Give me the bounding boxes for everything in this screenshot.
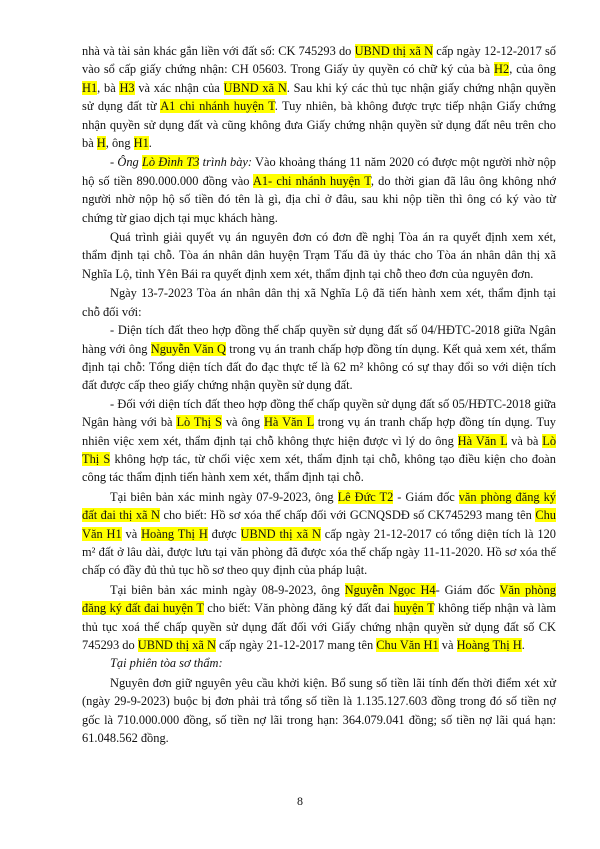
- highlighted-text: UBND thị xã N: [354, 44, 434, 58]
- document-body: [82, 42, 556, 747]
- highlighted-text: Chu Văn H1: [82, 508, 556, 541]
- text-run: được: [207, 526, 241, 541]
- text-run: cấp ngày 21-12-2017 có tổng diện tích là 120 m² đất ở lâu dài, được lưu tại văn phòng đã được xóa thế chấp ngày 11-11-2020. Hồ sơ xóa thế chấp có đầy đủ thủ tục hồ sơ theo quy định của pháp luật.: [82, 526, 556, 578]
- text-run: Nguyên đơn giữ nguyên yêu cầu khởi kiện. Bổ sung số tiền lãi tính đến thời điểm xét xử (ngày 29-9-2023) buộc bị đơn phải trả tổng số tiền là 1.135.127.603 đồng trong đó số tiền nợ gốc là 710.000.000 đồng, số tiền nợ lãi trong hạn: 364.079.041 đồng; số tiền nợ lãi quá hạn: 61.048.562 đồng.: [82, 675, 556, 746]
- highlighted-text: Hà Văn L: [263, 415, 314, 430]
- paragraph-verification-07-9: [82, 488, 556, 580]
- highlighted-text: Lò Đình T3: [141, 155, 200, 170]
- highlighted-text: Hoàng Thị H: [456, 638, 522, 652]
- text-run: - Giám đốc: [435, 582, 500, 597]
- highlighted-text: Lò Thị S: [176, 415, 222, 430]
- text-run: . Sau khi ký các thủ tục nhận giấy chứng nhận quyền sử dụng đất từ: [82, 80, 556, 114]
- text-run: .: [148, 136, 152, 151]
- text-run: - Giám đốc: [393, 489, 459, 504]
- text-run: trong vụ án tranh chấp hợp đồng tín dụng. Tuy nhiên việc xem xét, thẩm định tại chỗ không thực hiện được vì lý do ông: [82, 415, 556, 448]
- text-run: cho biết: Văn phòng đăng ký đất đai: [203, 601, 394, 616]
- text-run: - Đối với diện tích đất theo hợp đồng thế chấp quyền sử dụng đất số 05/HĐTC-2018 giữa Ngân hàng với bà: [82, 396, 556, 430]
- text-run: cấp ngày 21-12-2017 mang tên: [215, 638, 377, 652]
- highlighted-text: Lê Đức T2: [337, 489, 394, 504]
- highlighted-text: văn phòng đăng ký đất đai thị xã N: [82, 489, 556, 523]
- highlighted-text: H1: [133, 136, 149, 151]
- highlighted-text: UBND thị xã N: [137, 638, 216, 652]
- text-run: và bà: [507, 433, 543, 448]
- paragraph-plaintiff-claim: [82, 674, 556, 748]
- text-run: trong vụ án tranh chấp hợp đồng tín dụng. Kết quả xem xét, thẩm định tại chỗ: Tổng diện tích đất đo đạc thực tế là 62 m² không có sự thay đổi so với diện tích đất được cấp theo giấy chứng nhận quyền sử dụng đất.: [82, 341, 557, 393]
- text-run: cho biết: Hồ sơ xóa thế chấp đối với GCNQSDĐ số CK745293 mang tên: [160, 508, 536, 523]
- text-run: Quá trình giải quyết vụ án nguyên đơn có đơn đề nghị Tòa án ra quyết định xem xét, thẩm định tại chỗ. Tòa án nhân dân huyện Trạm Tấu đã ủy thác cho Tòa án nhân dân thị xã Nghĩa Lộ, tỉnh Yên Bái ra quyết định xem xét, thẩm định tại chỗ theo đơn của nguyên đơn.: [82, 230, 556, 281]
- highlighted-text: huyện T: [393, 601, 435, 616]
- paragraph-testimony: [82, 153, 556, 227]
- highlighted-text: Nguyễn Văn Q: [150, 341, 226, 356]
- highlighted-text: Hà Văn L: [457, 433, 508, 448]
- highlighted-text: H3: [119, 80, 135, 95]
- text-run: không hợp tác, từ chối việc xem xét, thẩm định tại chỗ, không tạo điều kiện cho đoàn công tác thẩm định tiến hành xem xét, thẩm định tại chỗ.: [82, 451, 557, 485]
- highlighted-text: Nguyễn Ngọc H4: [344, 582, 436, 597]
- highlighted-text: Hoàng Thị H: [141, 526, 208, 541]
- paragraph-inspection-contract-05: [82, 395, 556, 487]
- highlighted-text: Chu Văn H1: [376, 638, 439, 652]
- text-run: Tại phiên tòa sơ thẩm:: [110, 656, 223, 671]
- text-run: , ông: [105, 136, 134, 151]
- text-run: và: [121, 526, 142, 541]
- highlighted-text: H: [96, 136, 106, 151]
- text-run: - Diện tích đất theo hợp đồng thế chấp quyền sử dụng đất số 04/HĐTC-2018 giữa Ngân hàng với ông: [82, 323, 556, 356]
- paragraph-land-certificate: [82, 42, 556, 152]
- text-run: Ngày 13-7-2023 Tòa án nhân dân thị xã Nghĩa Lộ đã tiến hành xem xét, thẩm định tại chỗ đối với:: [82, 286, 556, 319]
- highlighted-text: UBND xã N: [223, 80, 287, 95]
- text-run: Tại biên bản xác minh ngày 07-9-2023, ông: [110, 489, 338, 504]
- text-run: . Tuy nhiên, bà không được trực tiếp nhận Giấy chứng nhận quyền sử dụng đất và cũng không đưa Giấy chứng nhận quyền sử dụng đất nêu trên cho bà: [82, 99, 556, 151]
- text-run: , bà: [97, 80, 120, 95]
- text-run: và ông: [221, 415, 264, 430]
- page-number: 8: [297, 794, 303, 808]
- text-run: trình bày:: [199, 155, 253, 170]
- text-run: nhà và tài sản khác gắn liền với đất số: CK 745293 do: [82, 44, 355, 58]
- paragraph-onsite-request: [82, 228, 556, 283]
- text-run: không tiếp nhận và làm thủ tục xoá thế chấp quyền sử dụng đất đối với Giấy chứng nhận quyền sử dụng đất số CK 745293 do: [82, 601, 556, 652]
- highlighted-text: Lò Thị S: [82, 433, 557, 466]
- highlighted-text: A1- chi nhánh huyện T: [252, 173, 371, 188]
- paragraph-trial-heading: [82, 654, 556, 672]
- highlighted-text: H2: [494, 62, 510, 77]
- paragraph-inspection-date: [82, 284, 556, 321]
- text-run: .: [521, 638, 525, 652]
- text-run: cấp ngày 12-12-2017 số vào sổ cấp giấy chứng nhận: CH 05603. Trong Giấy ủy quyền có chữ ký của bà: [82, 44, 556, 77]
- text-run: , do thời gian đã lâu ông không nhớ người nhờ nộp hộ số tiền đó tên là gì, địa chỉ ở đâu, sau khi nộp tiền thì ông có ký vào từ chứng từ giao dịch tại mục khách hàng.: [82, 173, 556, 225]
- text-run: Tại biên bản xác minh ngày 08-9-2023, ông: [110, 582, 345, 597]
- highlighted-text: UBND thị xã N: [240, 526, 321, 541]
- text-run: và: [438, 638, 457, 652]
- paragraph-inspection-contract-04: [82, 321, 556, 395]
- text-run: - Ông: [110, 155, 142, 170]
- highlighted-text: H1: [82, 80, 98, 95]
- highlighted-text: A1 chi nhánh huyện T: [160, 99, 275, 114]
- paragraph-verification-08-9: [82, 581, 556, 655]
- highlighted-text: Văn phòng đăng ký đất đai huyện T: [82, 582, 556, 616]
- text-run: và xác nhận của: [134, 80, 224, 95]
- text-run: , của ông: [509, 62, 556, 77]
- text-run: Vào khoảng tháng 11 năm 2020 có được một người nhờ nộp hộ số tiền 890.000.000 đồng vào: [82, 155, 557, 188]
